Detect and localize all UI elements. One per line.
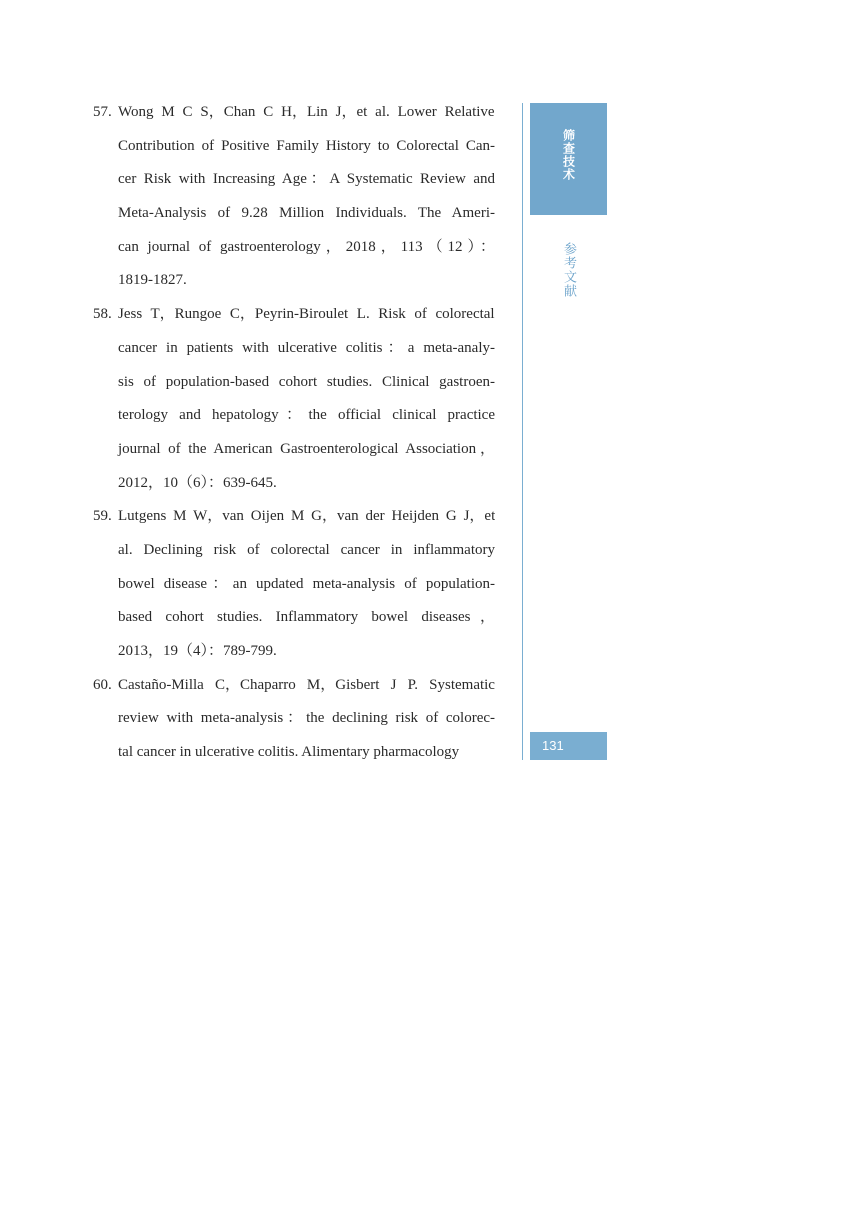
reference-line: Meta-Analysis of 9.28 Million Individuals. The Ameri- [118, 205, 495, 222]
reference-line: cancer in patients with ulcerative colitis：a meta-analy- [118, 339, 495, 356]
reference-line: tal cancer in ulcerative colitis. Alimentary pharmacology [118, 744, 460, 761]
reference-line: cer Risk with Increasing Age：A Systematic Review and [118, 171, 495, 188]
reference-first-line [93, 500, 495, 534]
section-label-container [530, 242, 607, 298]
reference-line: can journal of gastroenterology，2018，113（12）： [118, 238, 495, 255]
reference-line: terology and hepatology：the official clinical practice [118, 407, 495, 424]
section-label: 参考文献 [561, 242, 576, 298]
reference-line: based cohort studies. Inflammatory bowel diseases， [118, 609, 495, 626]
reference-entry [93, 500, 495, 668]
reference-entry [93, 298, 495, 500]
reference-list [93, 96, 495, 770]
reference-number: 60. [93, 676, 112, 693]
column-divider [522, 103, 523, 760]
reference-first-line [93, 669, 495, 703]
reference-entry [93, 669, 495, 770]
page-number: 131 [530, 732, 607, 760]
reference-number: 57. [93, 104, 112, 120]
reference-line: journal of the American Gastroenterological Association， [118, 440, 495, 457]
reference-number: 59. [93, 508, 112, 525]
reference-line: sis of population-based cohort studies. Clinical gastroen- [118, 373, 495, 390]
reference-entry [93, 96, 495, 298]
reference-line: 1819-1827. [118, 272, 187, 289]
reference-text: Jess T，Rungoe C，Peyrin-Biroulet L. Risk of colorectal [118, 306, 495, 323]
reference-number: 58. [93, 306, 112, 323]
reference-line: Contribution of Positive Family History to Colorectal Can- [118, 137, 495, 154]
reference-text: Wong M C S，Chan C H，Lin J，et al. Lower Relative [118, 104, 495, 120]
chapter-tab-label: 筛查技术 [561, 129, 576, 181]
reference-first-line [93, 96, 495, 130]
reference-line: bowel disease：an updated meta-analysis of population- [118, 575, 495, 592]
chapter-tab [530, 103, 607, 215]
reference-line: review with meta-analysis：the declining risk of colorec- [118, 710, 495, 727]
reference-line: al. Declining risk of colorectal cancer in inflammatory [118, 541, 495, 558]
reference-line: 2013，19（4）：789-799. [118, 643, 277, 659]
reference-text: Castaño-Milla C，Chaparro M，Gisbert J P. Systematic [118, 676, 495, 693]
reference-text: Lutgens M W，van Oijen M G，van der Heijden G J，et [118, 508, 495, 525]
reference-first-line [93, 298, 495, 332]
reference-line: 2012，10（6）：639-645. [118, 474, 277, 491]
